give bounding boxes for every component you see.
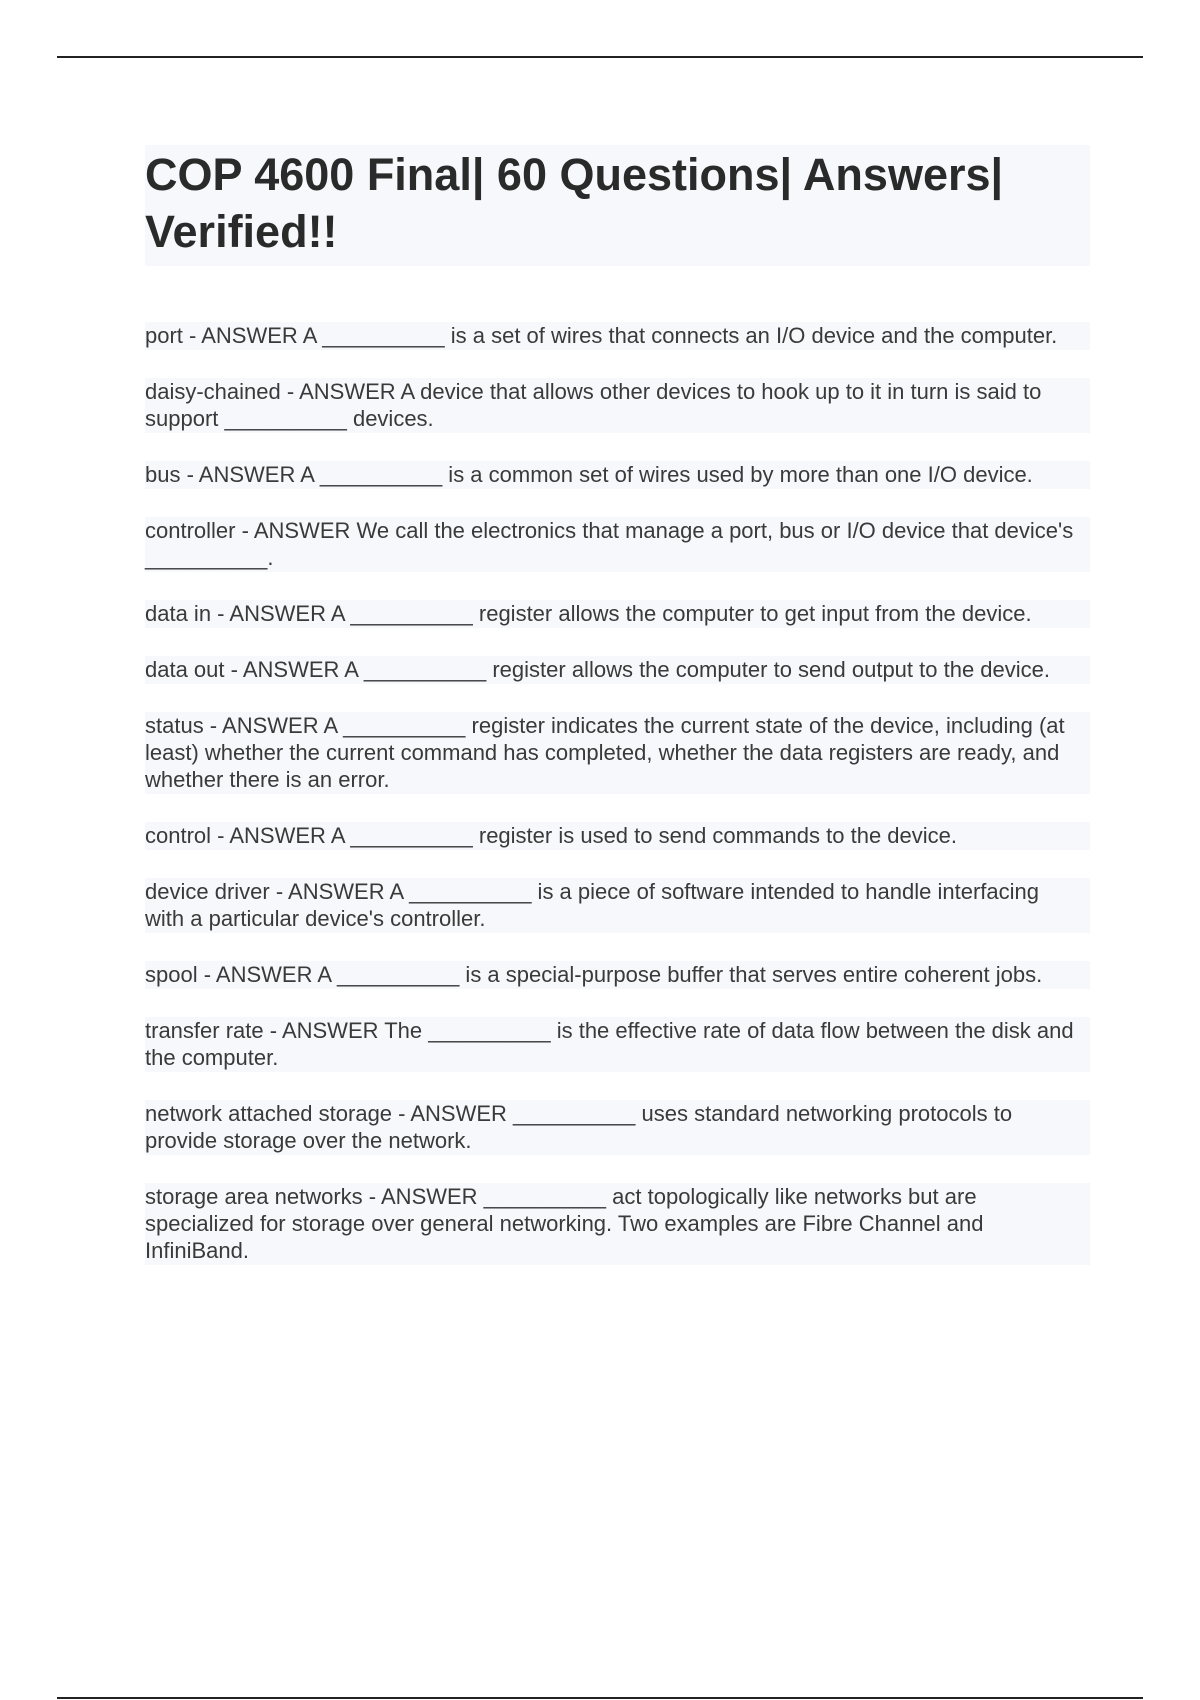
qa-list	[145, 322, 1090, 1265]
qa-item-port: port - ANSWER A __________ is a set of wires that connects an I/O device and the computer.	[145, 322, 1090, 350]
bottom-rule	[57, 1697, 1143, 1699]
qa-item-spool: spool - ANSWER A __________ is a special-purpose buffer that serves entire coherent jobs.	[145, 961, 1090, 989]
qa-item-bus: bus - ANSWER A __________ is a common set of wires used by more than one I/O device.	[145, 461, 1090, 489]
qa-item-daisy-chained: daisy-chained - ANSWER A device that allows other devices to hook up to it in turn is said to support __________ devices.	[145, 378, 1090, 433]
document-body	[145, 145, 1090, 1293]
qa-item-storage-area-networks: storage area networks - ANSWER __________ act topologically like networks but are specialized for storage over general networking. Two examples are Fibre Channel and InfiniBand.	[145, 1183, 1090, 1265]
document-title: COP 4600 Final| 60 Questions| Answers| Verified!!	[145, 149, 1004, 257]
qa-item-control: control - ANSWER A __________ register is used to send commands to the device.	[145, 822, 1090, 850]
qa-item-transfer-rate: transfer rate - ANSWER The __________ is the effective rate of data flow between the disk and the computer.	[145, 1017, 1090, 1072]
top-rule	[57, 56, 1143, 58]
qa-item-device-driver: device driver - ANSWER A __________ is a piece of software intended to handle interfacing with a particular device's controller.	[145, 878, 1090, 933]
qa-item-controller: controller - ANSWER We call the electronics that manage a port, bus or I/O device that device's __________.	[145, 517, 1090, 572]
qa-item-network-attached-storage: network attached storage - ANSWER __________ uses standard networking protocols to provide storage over the network.	[145, 1100, 1090, 1155]
qa-item-data-in: data in - ANSWER A __________ register allows the computer to get input from the device.	[145, 600, 1090, 628]
qa-item-data-out: data out - ANSWER A __________ register allows the computer to send output to the device.	[145, 656, 1090, 684]
title-block	[145, 145, 1090, 266]
qa-item-status: status - ANSWER A __________ register indicates the current state of the device, including (at least) whether the current command has completed, whether the data registers are ready, and whether there is an error.	[145, 712, 1090, 794]
